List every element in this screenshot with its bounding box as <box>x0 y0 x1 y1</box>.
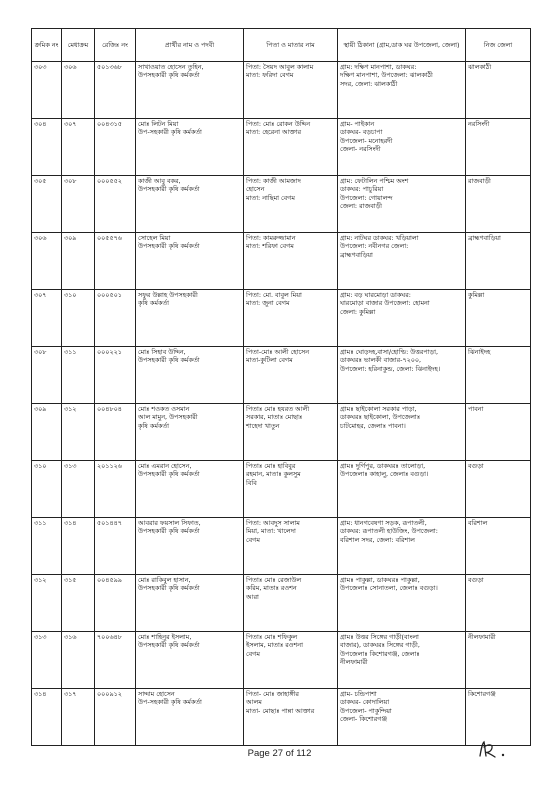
cell-address-line: গ্রাম: বড় ঘারমোড়া ডাকঘর: <box>340 291 411 299</box>
cell-parents-line: বেগম <box>246 649 260 658</box>
cell-name-designation-line: মোঃ শওকত ওসমান <box>138 405 190 413</box>
cell-merit: ৩০৬ <box>62 62 95 119</box>
cell-registration: ০০৪৫৯৯ <box>95 575 136 632</box>
cell-name-designation-line: সোহেল মিয়া <box>138 234 171 242</box>
cell-parents-line: পিতা- মোঃ জাহাঙ্গীর <box>246 690 299 698</box>
cell-registration: ৫০১৩৬৮ <box>95 62 136 119</box>
cell-name-designation <box>136 62 244 119</box>
cell-address-line: ব্রাহ্মণবাড়িয়া <box>340 250 373 259</box>
table-row <box>32 632 531 689</box>
cell-name-designation-line: উপসহকারী কৃষি কর্মকর্তা <box>138 356 200 365</box>
cell-address-line: গ্রামঃ ঘোড়দহ,বাসা/হোল্ডি: উত্তরপাড়া, <box>340 348 438 356</box>
cell-address-line: চাটমোহর, জেলাঃ পাবনা। <box>340 421 406 430</box>
cell-address <box>338 632 466 689</box>
cell-address <box>338 176 466 233</box>
cell-address-line: উপজেলাঃ কিশোরগঞ্জ, জেলাঃ <box>340 649 420 658</box>
cell-name-designation-line: উপসহকারী কৃষি কর্মকর্তা <box>138 71 200 80</box>
cell-name-designation-line: উপসহকারী কৃষি কর্মকর্তা <box>138 242 200 251</box>
cell-address-line: জেলা: রাজবাড়ী <box>340 202 382 211</box>
cell-name-designation <box>136 233 244 290</box>
cell-address-line: ঘারমোড়া বাজার উপজেলা: হোমনা <box>340 299 430 308</box>
cell-name-designation-line: কৃষি কর্মকর্তা <box>138 299 169 308</box>
cell-parents-line: সরকার, মাতাঃ মোছাঃ <box>246 413 303 422</box>
header-parents: পিতা ও মাতার নাম <box>244 29 338 62</box>
cell-merit: ৩১২ <box>62 404 95 461</box>
cell-parents-line: পিতা: মোঃ রোকন উদ্দিন <box>246 120 311 128</box>
cell-parents <box>244 176 338 233</box>
cell-parents-line: মাতা: নাছিমা বেগম <box>246 193 295 202</box>
cell-parents-line: মাতা: হেরেনা আক্তার <box>246 128 301 137</box>
cell-name-designation-line: উপ-সহকারী কৃষি কর্মকর্তা <box>138 128 202 137</box>
cell-parents <box>244 290 338 347</box>
table-body <box>32 62 531 746</box>
table-row <box>32 461 531 518</box>
cell-parents-line: শাহেদা খাতুন <box>246 421 280 430</box>
cell-address-line: ডাকঘরঃ ভালকী বাজার-৭২০০, <box>340 356 422 365</box>
cell-serial: ৩১৩ <box>32 632 62 689</box>
cell-name-designation-line: মোঃ এমরান হোসেন, <box>138 462 192 470</box>
cell-address-line: দক্ষিণ মানপাশা, উপজেলা: ঝালকাঠী <box>340 71 433 80</box>
cell-name-designation <box>136 689 244 746</box>
cell-name-designation-line: সফুর উল্লাহ উপসহকারী <box>138 291 198 299</box>
cell-parents-line: পিতা: মো. বাবুল মিয়া <box>246 291 302 299</box>
header-registration: রেজিঃ নং <box>95 29 136 62</box>
table-row <box>32 233 531 290</box>
cell-parents-line: আরা <box>246 592 259 601</box>
cell-registration: ০০৪৩১৫ <box>95 119 136 176</box>
cell-registration: ০০০৯১২ <box>95 689 136 746</box>
table-row <box>32 518 531 575</box>
cell-home-district: বগুড়া <box>466 575 531 632</box>
cell-parents-line: পিতা: কাজী আমজাদ <box>246 177 301 185</box>
cell-address-line: উপজেলা: হরিনাকুন্ড, জেলা: ঝিনাইদহ। <box>340 364 441 373</box>
cell-parents-line: পিতা: আবদুস সালাম <box>246 519 300 527</box>
table-row <box>32 62 531 119</box>
cell-parents <box>244 347 338 404</box>
cell-merit: ৩১০ <box>62 290 95 347</box>
table-row <box>32 119 531 176</box>
cell-address-line: উপজেলাঃ সোনাতলা, জেলাঃ বগুড়া। <box>340 584 438 593</box>
cell-name-designation <box>136 176 244 233</box>
cell-address-line: গ্রাম: ফেটালিন পশ্চিম অংশ <box>340 177 409 185</box>
cell-serial: ৩১৪ <box>32 689 62 746</box>
cell-merit: ৩১৫ <box>62 575 95 632</box>
signature-mark <box>476 738 520 760</box>
cell-name-designation-line: কাজী আবু বকর, <box>138 177 181 185</box>
cell-serial: ৩১২ <box>32 575 62 632</box>
cell-serial: ৩০৪ <box>32 119 62 176</box>
cell-address-line: সদর, জেলা: ঝালকাঠী <box>340 79 398 88</box>
cell-parents-line: বিবি <box>246 478 257 487</box>
cell-home-district: কুমিল্লা <box>466 290 531 347</box>
table-row <box>32 689 531 746</box>
cell-serial: ৩০৫ <box>32 176 62 233</box>
table-header-row <box>32 29 531 62</box>
cell-address-line: ডাকঘর- বড়চাপা <box>340 128 383 137</box>
cell-name-designation-line: আবরার ফয়সাল সিফাত, <box>138 519 201 527</box>
cell-name-designation-line: উপসহকারী কৃষি কর্মকর্তা <box>138 584 200 593</box>
cell-address <box>338 119 466 176</box>
cell-parents-line: পিতাঃ মোঃ হযরত আলী <box>246 405 310 413</box>
cell-name-designation-line: মোঃ লিটন মিয়া <box>138 120 179 128</box>
cell-serial: ৩০৩ <box>32 62 62 119</box>
cell-parents-line: বেগম <box>246 535 260 544</box>
table-row <box>32 290 531 347</box>
cell-name-designation-line: মোঃ রাকিবুল হাসান, <box>138 576 191 584</box>
cell-registration: ৭০০৬৪৮ <box>95 632 136 689</box>
cell-name-designation-line: আল মামুন, উপসহকারী <box>138 413 198 422</box>
cell-registration: ৫০১৪৪৭ <box>95 518 136 575</box>
cell-name-designation-line: সাদ্দাম হোসেন <box>138 690 175 698</box>
table-row <box>32 347 531 404</box>
cell-address-line: উপজেলা- পাকুন্দিয়া <box>340 706 392 715</box>
cell-merit: ৩১৪ <box>62 518 95 575</box>
cell-parents-line: মিয়া, মাতা: খালেদা <box>246 527 296 536</box>
cell-merit: ৩১৭ <box>62 689 95 746</box>
cell-address <box>338 347 466 404</box>
cell-parents <box>244 233 338 290</box>
cell-name-designation-line: উপসহকারী কৃষি কর্মকর্তা <box>138 470 200 479</box>
cell-parents-line: রহমান, মাতাঃ কুলসুম <box>246 470 301 479</box>
cell-address <box>338 518 466 575</box>
cell-address-line: জেলা- নরসিংদী <box>340 145 381 154</box>
cell-home-district: ব্রাহ্মণবাড়িয়া <box>466 233 531 290</box>
cell-merit: ৩১১ <box>62 347 95 404</box>
candidate-table <box>31 28 531 746</box>
cell-address-line: বাজার), ডাকঘরঃ সিঙ্গের গাড়ী, <box>340 641 420 650</box>
cell-home-district: নীলফামারী <box>466 632 531 689</box>
cell-parents <box>244 119 338 176</box>
cell-address <box>338 461 466 518</box>
cell-registration: ০০৫৫৭৬ <box>95 233 136 290</box>
cell-address-line: গ্রাম: দক্ষিণ মানপাশা, ডাকঘর: <box>340 63 417 71</box>
cell-parents-line: মাতা-কুটিলা বেগম <box>246 356 293 365</box>
cell-parents <box>244 404 338 461</box>
table-row <box>32 404 531 461</box>
cell-address-line: গ্রাম: ধানগবেষণা সড়ক, রূপাতলী, <box>340 519 427 527</box>
cell-address-line: উপজেলা: গোয়ালন্দ <box>340 193 393 202</box>
cell-home-district: পাবনা <box>466 404 531 461</box>
cell-serial: ৩১১ <box>32 518 62 575</box>
cell-address <box>338 575 466 632</box>
cell-home-district: বগুড়া <box>466 461 531 518</box>
cell-name-designation-line: মোঃ সিহাব উদ্দিন, <box>138 348 186 356</box>
cell-home-district: কিশোরগঞ্জ <box>466 689 531 746</box>
cell-parents-line: পিতাঃ মোঃ শফিকুল <box>246 633 298 641</box>
cell-address-line: উপজেলাঃ কাহালু, জেলাঃ বগুড়া। <box>340 470 429 479</box>
cell-name-designation <box>136 518 244 575</box>
cell-parents-line: পিতাঃ মোঃ রেজাউল <box>246 576 302 584</box>
cell-parents-line: পিতা: সৈয়দ আবুল কালাম <box>246 63 314 71</box>
cell-name-designation-line: উপ-সহকারী কৃষি কর্মকর্তা <box>138 698 202 707</box>
cell-parents-line: পিতা-মোঃ আলী হোসেন <box>246 348 310 356</box>
table-row <box>32 575 531 632</box>
header-home-district: নিজ জেলা <box>466 29 531 62</box>
cell-address-line: উপজেলা: নবীনগর জেলা: <box>340 242 409 251</box>
cell-address-line: বরিশাল সদর, জেলা: বরিশাল <box>340 535 415 544</box>
cell-address-line: গ্রাম- চন্ডিপাশা <box>340 690 377 698</box>
cell-parents <box>244 632 338 689</box>
cell-parents-line: আলম <box>246 698 262 707</box>
cell-registration: ২০১১২৬ <box>95 461 136 518</box>
cell-parents-line: মাতা: জুনা বেগম <box>246 299 290 308</box>
cell-parents-line: পিতা: কামরুজ্জামান <box>246 234 296 242</box>
cell-serial: ৩০৮ <box>32 347 62 404</box>
cell-address-line: নীলফামারী <box>340 658 368 667</box>
cell-parents-line: মাতা: ফরিদা বেগম <box>246 71 294 80</box>
cell-address <box>338 404 466 461</box>
cell-merit: ৩১৬ <box>62 632 95 689</box>
header-serial: ক্রমিক নং <box>32 29 62 62</box>
cell-name-designation <box>136 575 244 632</box>
cell-parents <box>244 689 338 746</box>
cell-serial: ৩১০ <box>32 461 62 518</box>
cell-address-line: উপজেলা- মনোহরদী <box>340 136 393 145</box>
cell-name-designation <box>136 290 244 347</box>
cell-parents-line: ইসলাম, মাতাঃ রওশনা <box>246 641 303 650</box>
cell-parents <box>244 461 338 518</box>
cell-address-line: ডাকঘর: পাচুরিয়া <box>340 185 384 194</box>
cell-home-district: নরসিংদী <box>466 119 531 176</box>
cell-address-line: গ্রামঃ উত্তর সিঙ্গের গাড়ী(বাংলা <box>340 633 419 641</box>
cell-address-line: গ্রাম- পাইকান <box>340 120 375 128</box>
cell-serial: ৩০৭ <box>32 290 62 347</box>
cell-name-designation <box>136 632 244 689</box>
header-name-designation: প্রার্থীর নাম ও পদবী <box>136 29 244 62</box>
page-number: Page 27 of 112 <box>247 748 312 759</box>
cell-home-district: বরিশাল <box>466 518 531 575</box>
cell-parents <box>244 62 338 119</box>
cell-parents-line: হোসেন <box>246 185 265 194</box>
header-permanent-address: স্থায়ী ঠিকানা (গ্রাম,ডাক ঘর উপজেলা, জেলা) <box>338 29 466 62</box>
cell-address-line: গ্রাম: নাটঘর ডাকঘর: খড়িয়ালা <box>340 234 419 242</box>
cell-merit: ৩০৭ <box>62 119 95 176</box>
cell-home-district: রাজবাড়ী <box>466 176 531 233</box>
cell-name-designation <box>136 347 244 404</box>
cell-parents-line: পিতাঃ মোঃ হাবিবুর <box>246 462 296 470</box>
cell-address-line: গ্রামঃ পাকুল্লা, ডাকঘরঃ পাকুল্লা, <box>340 576 420 584</box>
cell-address-line: ডাকঘর: রূপাতলী হাউজিং, উপজেলা: <box>340 527 438 536</box>
cell-name-designation-line: কৃষি কর্মকর্তা <box>138 421 169 430</box>
cell-name-designation-line: মোঃ শাহিনুর ইসলাম, <box>138 633 192 641</box>
cell-address <box>338 233 466 290</box>
cell-parents-line: করিম, মাতাঃ রওশন <box>246 584 297 593</box>
cell-registration: ০০০৫০১ <box>95 290 136 347</box>
cell-name-designation-line: উপসহকারী কৃষি কর্মকর্তা <box>138 527 200 536</box>
cell-home-district: ঝালকাঠী <box>466 62 531 119</box>
cell-address-line: ডাকঘর- কোদালিয়া <box>340 698 390 707</box>
cell-merit: ৩০৯ <box>62 233 95 290</box>
cell-parents <box>244 518 338 575</box>
cell-merit: ৩১৩ <box>62 461 95 518</box>
cell-address-line: গ্রামঃ ছাইকোলা সরকার পাড়া, <box>340 405 417 413</box>
cell-merit: ৩০৮ <box>62 176 95 233</box>
cell-home-district: ঝিনাইদহ <box>466 347 531 404</box>
cell-address-line: গ্রামঃ দুর্গিপুর, ডাকঘরঃ তালোড়া, <box>340 462 426 470</box>
cell-address-line: ডাকঘরঃ ছাইকোলা, উপজেলাঃ <box>340 413 421 422</box>
header-merit: মেধাক্রম <box>62 29 95 62</box>
cell-parents-line: মাতা- মোছাঃ পান্না আক্তার <box>246 706 315 715</box>
cell-registration: ০০০৫৫২ <box>95 176 136 233</box>
cell-address-line: জেলা: কুমিল্লা <box>340 307 376 316</box>
cell-serial: ৩০৯ <box>32 404 62 461</box>
cell-registration: ০০০২২১ <box>95 347 136 404</box>
cell-serial: ৩০৬ <box>32 233 62 290</box>
table-row <box>32 176 531 233</box>
cell-address <box>338 689 466 746</box>
cell-name-designation <box>136 461 244 518</box>
cell-name-designation <box>136 119 244 176</box>
cell-name-designation-line: উপসহকারী কৃষি কর্মকর্তা <box>138 641 200 650</box>
cell-registration: ০০৪৮০৪ <box>95 404 136 461</box>
cell-address <box>338 62 466 119</box>
cell-parents <box>244 575 338 632</box>
cell-address <box>338 290 466 347</box>
cell-name-designation-line: সাখাওয়াত হোসেন তুহিন, <box>138 63 204 71</box>
cell-name-designation <box>136 404 244 461</box>
cell-parents-line: মাতা: শরিফা বেগম <box>246 242 294 251</box>
cell-name-designation-line: উপসহকারী কৃষি কর্মকর্তা <box>138 185 200 194</box>
cell-address-line: জেলা- কিশোরগঞ্জ <box>340 715 387 724</box>
